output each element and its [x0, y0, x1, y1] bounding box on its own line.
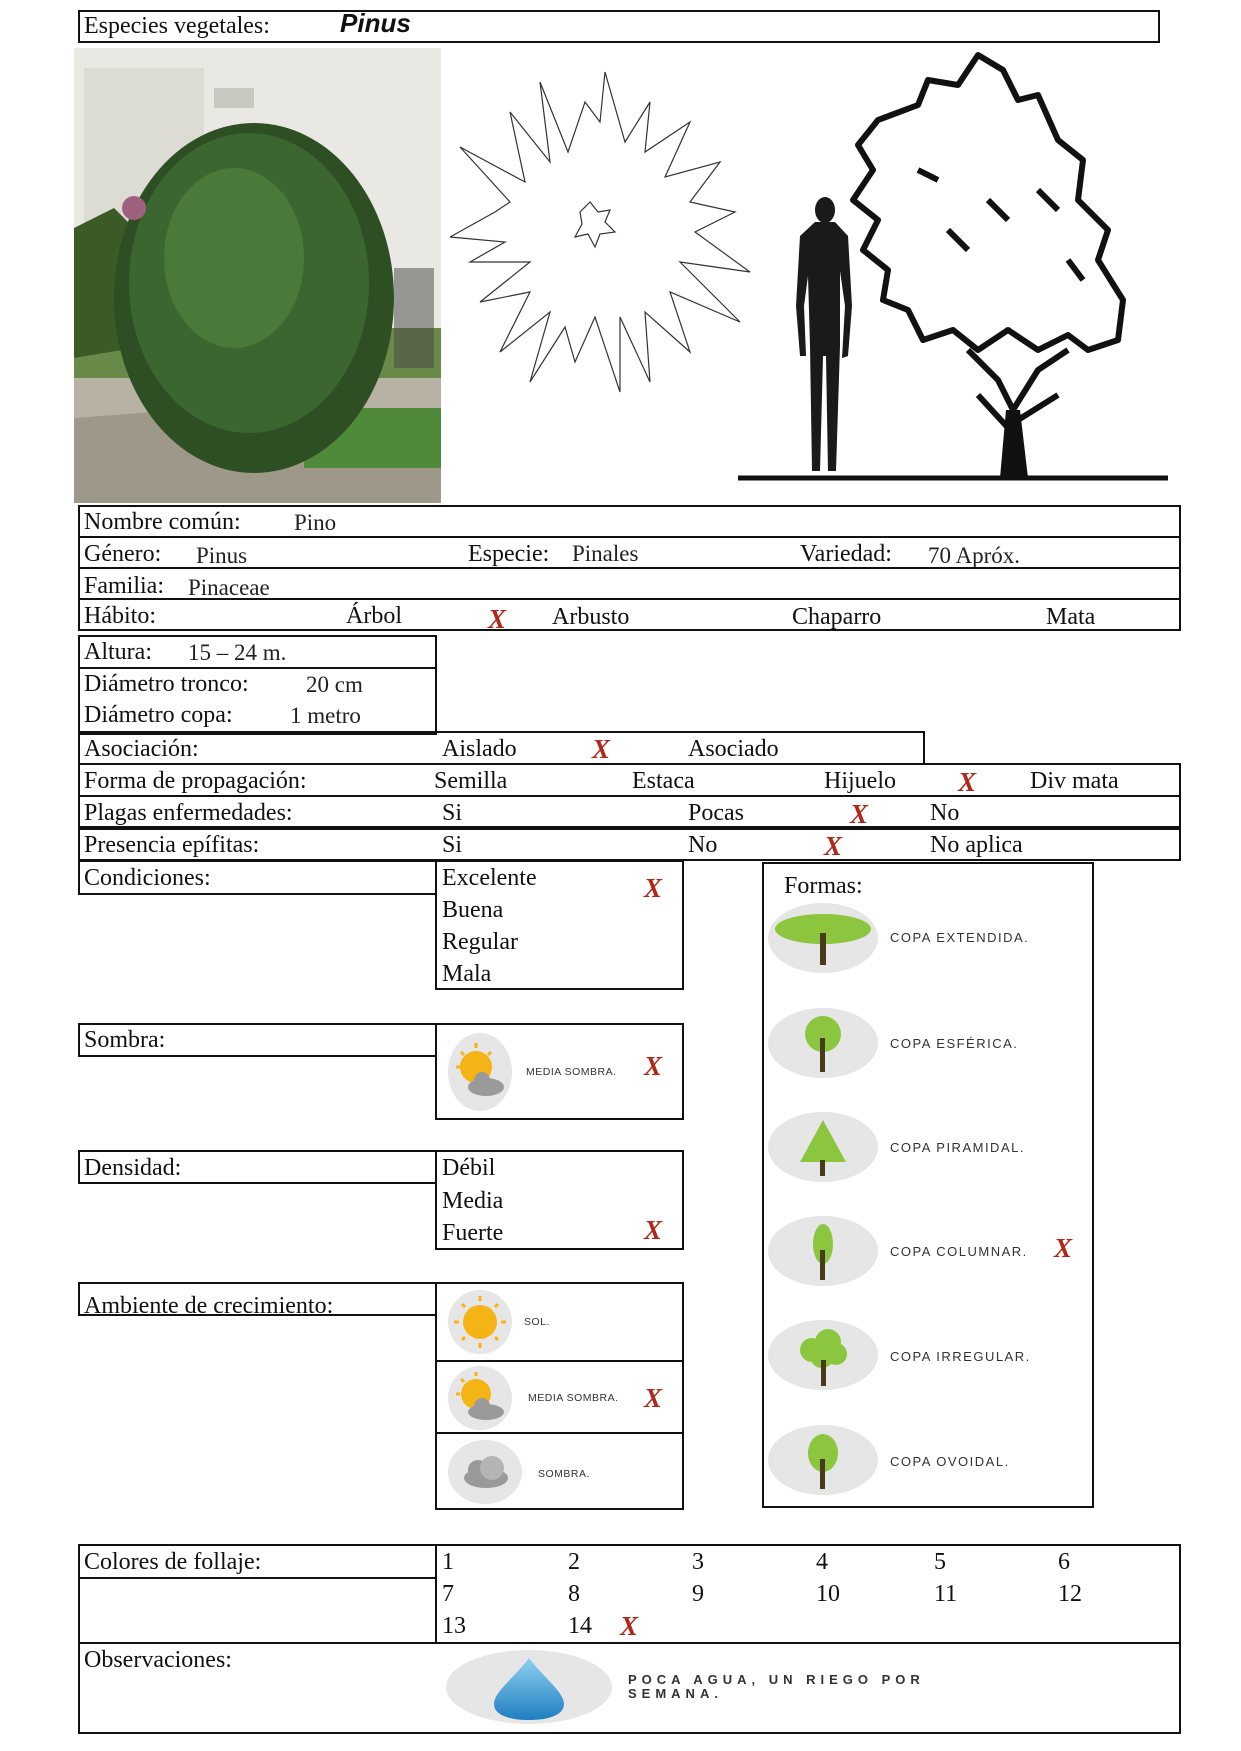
sombra-selected-mark: X [644, 1051, 663, 1081]
ambiente-label: Ambiente de crecimiento: [84, 1293, 334, 1319]
habito-label: Hábito: [84, 603, 156, 629]
habito-option-arbol: Árbol [346, 603, 402, 629]
species-name: Pinus [340, 8, 411, 38]
row-habito [78, 598, 1181, 634]
cloud-icon [448, 1440, 522, 1504]
observaciones-label: Observaciones: [84, 1647, 232, 1673]
columnar-crown-icon [768, 1216, 878, 1286]
formas-option-piramidal: COPA PIRAMIDAL. [890, 1140, 1025, 1155]
nombre-comun-value: Pino [294, 510, 337, 535]
diametro-tronco-value: 20 cm [306, 672, 363, 697]
color-option: 5 [934, 1549, 946, 1575]
plagas-option-si: Si [442, 800, 463, 826]
plant-photo [74, 48, 441, 503]
ambiente-option-sol: SOL. [524, 1316, 550, 1328]
color-option: 10 [816, 1581, 840, 1607]
color-option: 14 [568, 1613, 592, 1639]
especie-value: Pinales [572, 541, 639, 566]
habito-option-arbusto: Arbusto [552, 604, 630, 630]
plagas-label: Plagas enfermedades: [84, 800, 293, 826]
color-option: 6 [1058, 1549, 1070, 1575]
habito-selected-mark: X [488, 604, 507, 634]
condiciones-option-excelente: Excelente [442, 865, 537, 891]
densidad-option-media: Media [442, 1188, 504, 1214]
irregular-crown-icon [768, 1320, 878, 1390]
propagacion-selected-mark: X [958, 767, 977, 797]
densidad-option-fuerte: Fuerte [442, 1220, 504, 1246]
condiciones-selected-mark: X [644, 873, 663, 903]
diametro-copa-value: 1 metro [290, 703, 361, 728]
sombra-option: MEDIA SOMBRA. [526, 1066, 617, 1078]
elevation-tree-drawing [738, 50, 1203, 485]
asociacion-label: Asociación: [84, 736, 199, 762]
propagacion-option-estaca: Estaca [632, 768, 695, 794]
observaciones-text-line2: SEMANA. [628, 1686, 723, 1701]
plagas-selected-mark: X [850, 799, 869, 829]
epifitas-selected-mark: X [824, 831, 843, 861]
propagacion-label: Forma de propagación: [84, 768, 307, 794]
formas-option-extendida: COPA EXTENDIDA. [890, 930, 1030, 945]
plagas-option-pocas: Pocas [688, 800, 744, 826]
condiciones-label: Condiciones: [84, 865, 211, 891]
plan-view-drawing [450, 62, 755, 397]
formas-option-ovoidal: COPA OVOIDAL. [890, 1454, 1010, 1469]
partly-cloudy-icon [448, 1366, 512, 1430]
colores-label: Colores de follaje: [84, 1549, 262, 1575]
species-header-label: Especies vegetales: [84, 13, 270, 39]
habito-option-chaparro: Chaparro [792, 604, 882, 630]
propagacion-option-semilla: Semilla [434, 768, 508, 794]
densidad-label: Densidad: [84, 1155, 182, 1181]
ovoid-crown-icon [768, 1425, 878, 1495]
genero-label: Género: [84, 541, 162, 567]
densidad-option-debil: Débil [442, 1155, 496, 1181]
variedad-label: Variedad: [800, 541, 892, 567]
epifitas-option-no: No [688, 832, 718, 858]
variedad-value: 70 Apróx. [928, 543, 1020, 568]
color-option: 7 [442, 1581, 454, 1607]
formas-label: Formas: [784, 873, 863, 899]
color-option: 9 [692, 1581, 704, 1607]
densidad-selected-mark: X [644, 1215, 663, 1245]
familia-value: Pinaceae [188, 575, 270, 600]
diametro-copa-label: Diámetro copa: [84, 702, 233, 728]
formas-option-esferica: COPA ESFÉRICA. [890, 1036, 1019, 1051]
epifitas-option-si: Si [442, 832, 463, 858]
water-drop-icon [446, 1650, 612, 1724]
ambiente-selected-mark: X [644, 1383, 663, 1413]
especie-label: Especie: [468, 541, 550, 567]
sun-icon [448, 1290, 512, 1354]
habito-option-mata: Mata [1046, 604, 1096, 630]
color-option: 3 [692, 1549, 704, 1575]
nombre-comun-label: Nombre común: [84, 509, 241, 535]
plagas-option-no: No [930, 800, 960, 826]
condiciones-option-buena: Buena [442, 897, 504, 923]
epifitas-label: Presencia epífitas: [84, 832, 260, 858]
familia-label: Familia: [84, 573, 164, 599]
genero-value: Pinus [196, 543, 248, 568]
color-option: 4 [816, 1549, 828, 1575]
spherical-crown-icon [768, 1008, 878, 1078]
color-option: 8 [568, 1581, 580, 1607]
spreading-crown-icon [768, 903, 878, 973]
condiciones-option-mala: Mala [442, 961, 492, 987]
altura-label: Altura: [84, 639, 152, 665]
color-option: 2 [568, 1549, 580, 1575]
row-nombre-comun [78, 505, 1181, 538]
colores-selected-mark: X [620, 1611, 639, 1641]
sombra-label: Sombra: [84, 1027, 166, 1053]
color-option: 12 [1058, 1581, 1082, 1607]
ambiente-option-media-sombra: MEDIA SOMBRA. [528, 1392, 619, 1404]
formas-selected-mark: X [1054, 1233, 1073, 1263]
color-option: 11 [934, 1581, 958, 1607]
condiciones-option-regular: Regular [442, 929, 518, 955]
colores-divider [435, 1544, 437, 1644]
observaciones-text-line1: POCA AGUA, UN RIEGO POR [628, 1672, 925, 1687]
color-option: 13 [442, 1613, 466, 1639]
asociacion-option-asociado: Asociado [688, 736, 779, 762]
asociacion-selected-mark: X [592, 734, 611, 764]
ambiente-option-sombra: SOMBRA. [538, 1468, 590, 1480]
diametro-tronco-label: Diámetro tronco: [84, 671, 249, 697]
formas-option-columnar: COPA COLUMNAR. [890, 1244, 1028, 1259]
color-option: 1 [442, 1549, 454, 1575]
propagacion-option-hijuelo: Hijuelo [824, 768, 896, 794]
formas-option-irregular: COPA IRREGULAR. [890, 1349, 1031, 1364]
partly-cloudy-icon [448, 1033, 512, 1111]
altura-value: 15 – 24 m. [188, 640, 287, 665]
epifitas-option-no-aplica: No aplica [930, 832, 1023, 858]
asociacion-option-aislado: Aislado [442, 736, 517, 762]
propagacion-option-div-mata: Div mata [1030, 768, 1119, 794]
pyramidal-crown-icon [768, 1112, 878, 1182]
